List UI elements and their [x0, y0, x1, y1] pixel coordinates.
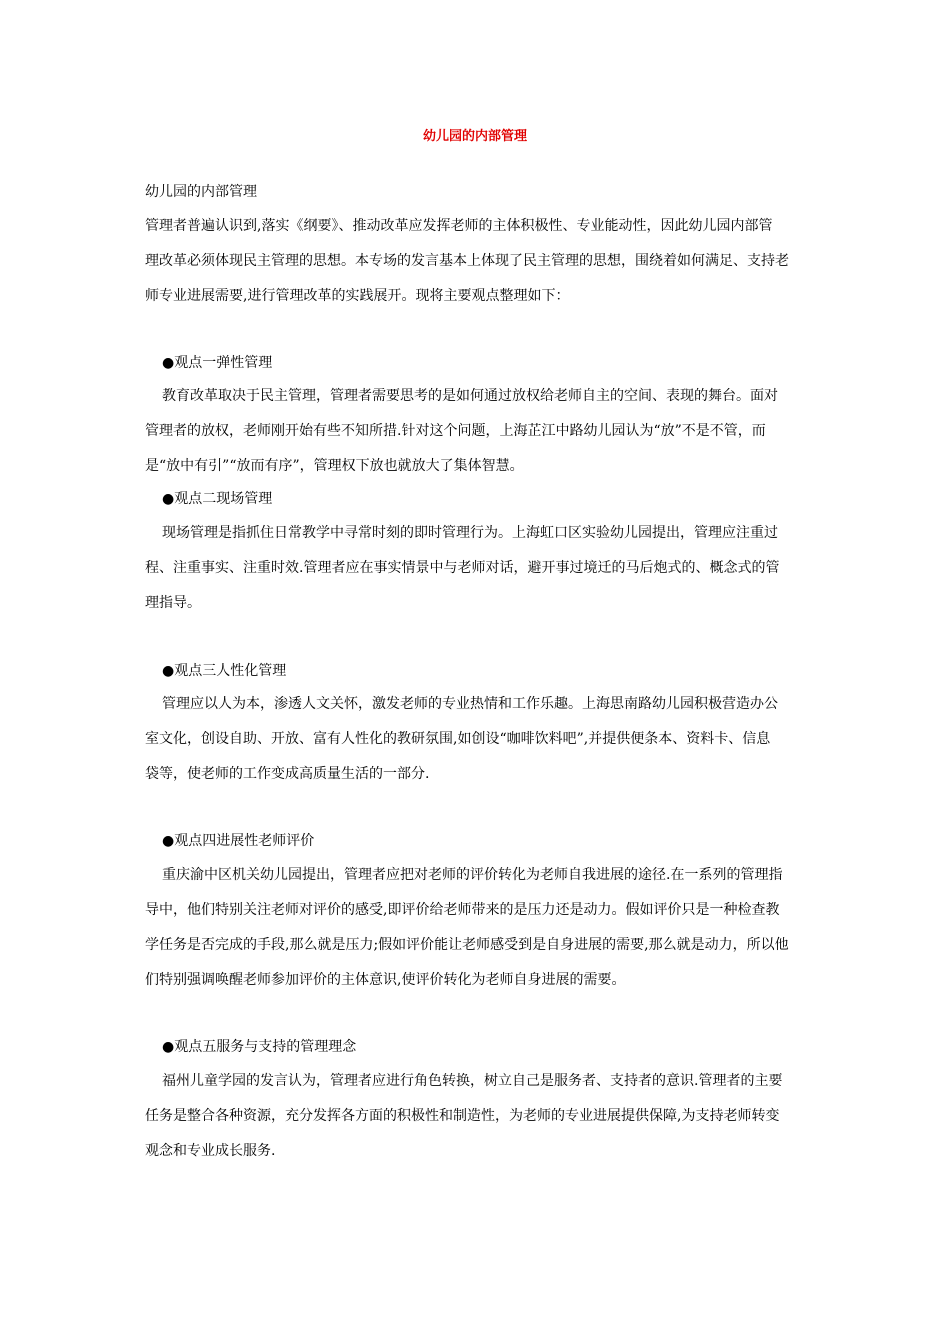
intro-heading: 幼儿园的内部管理 — [145, 184, 257, 200]
intro-paragraph-line: 理改革必须体现民主管理的思想。本专场的发言基本上体现了民主管理的思想，围绕着如何满足、支持老 — [145, 253, 789, 269]
section-1-paragraph-line: 教育改革取决于民主管理，管理者需要思考的是如何通过放权给老师自主的空间、表现的舞台。面对 — [162, 388, 778, 404]
section-1-paragraph-line: 管理者的放权，老师刚开始有些不知所措.针对这个问题，上海芷江中路幼儿园认为“放”不是不管，而 — [145, 423, 766, 439]
section-3-paragraph-line: 管理应以人为本，渗透人文关怀，激发老师的专业热情和工作乐趣。上海思南路幼儿园积极营造办公 — [162, 696, 778, 712]
document-title: 幼儿园的内部管理 — [422, 129, 527, 144]
intro-paragraph-line: 师专业进展需要,进行管理改革的实践展开。现将主要观点整理如下： — [145, 288, 570, 304]
section-heading-2: ●观点二现场管理 — [162, 491, 273, 507]
section-4-paragraph-line: 学任务是否完成的手段,那么就是压力;假如评价能让老师感受到是自身进展的需要,那么就是动力，所以他 — [145, 937, 789, 953]
section-5-paragraph-line: 观念和专业成长服务. — [145, 1143, 276, 1159]
section-2-paragraph-line: 理指导。 — [145, 595, 201, 611]
section-heading-1: ●观点一弹性管理 — [162, 355, 273, 371]
section-heading-4: ●观点四进展性老师评价 — [162, 833, 315, 849]
section-3-paragraph-line: 袋等，使老师的工作变成高质量生活的一部分. — [145, 766, 430, 782]
section-heading-5: ●观点五服务与支持的管理理念 — [162, 1039, 357, 1055]
section-5-paragraph-line: 福州儿童学园的发言认为，管理者应进行角色转换，树立自己是服务者、支持者的意识.管理者的主要 — [162, 1073, 783, 1089]
section-2-paragraph-line: 程、注重事实、注重时效.管理者应在事实情景中与老师对话，避开事过境迁的马后炮式的、概念式的管 — [145, 560, 780, 576]
section-heading-3: ●观点三人性化管理 — [162, 663, 287, 679]
section-3-paragraph-line: 室文化，创设自助、开放、富有人性化的教研氛围,如创设“咖啡饮料吧”,并提供便条本、资料卡、信息 — [145, 731, 771, 747]
section-4-paragraph-line: 重庆渝中区机关幼儿园提出，管理者应把对老师的评价转化为老师自我进展的途径.在一系列的管理指 — [162, 867, 783, 883]
section-4-paragraph-line: 导中，他们特别关注老师对评价的感受,即评价给老师带来的是压力还是动力。假如评价只是一种检查教 — [145, 902, 780, 918]
section-1-paragraph-line: 是“放中有引”“放而有序”，管理权下放也就放大了集体智慧。 — [145, 458, 524, 474]
section-5-paragraph-line: 任务是整合各种资源，充分发挥各方面的积极性和制造性，为老师的专业进展提供保障,为支持老师转变 — [145, 1108, 780, 1124]
section-4-paragraph-line: 们特别强调唤醒老师参加评价的主体意识,使评价转化为老师自身进展的需要。 — [145, 972, 626, 988]
section-2-paragraph-line: 现场管理是指抓住日常教学中寻常时刻的即时管理行为。上海虹口区实验幼儿园提出，管理应注重过 — [162, 525, 778, 541]
intro-paragraph-line: 管理者普遍认识到,落实《纲要》、推动改革应发挥老师的主体积极性、专业能动性，因此幼儿园内部管 — [145, 218, 773, 234]
